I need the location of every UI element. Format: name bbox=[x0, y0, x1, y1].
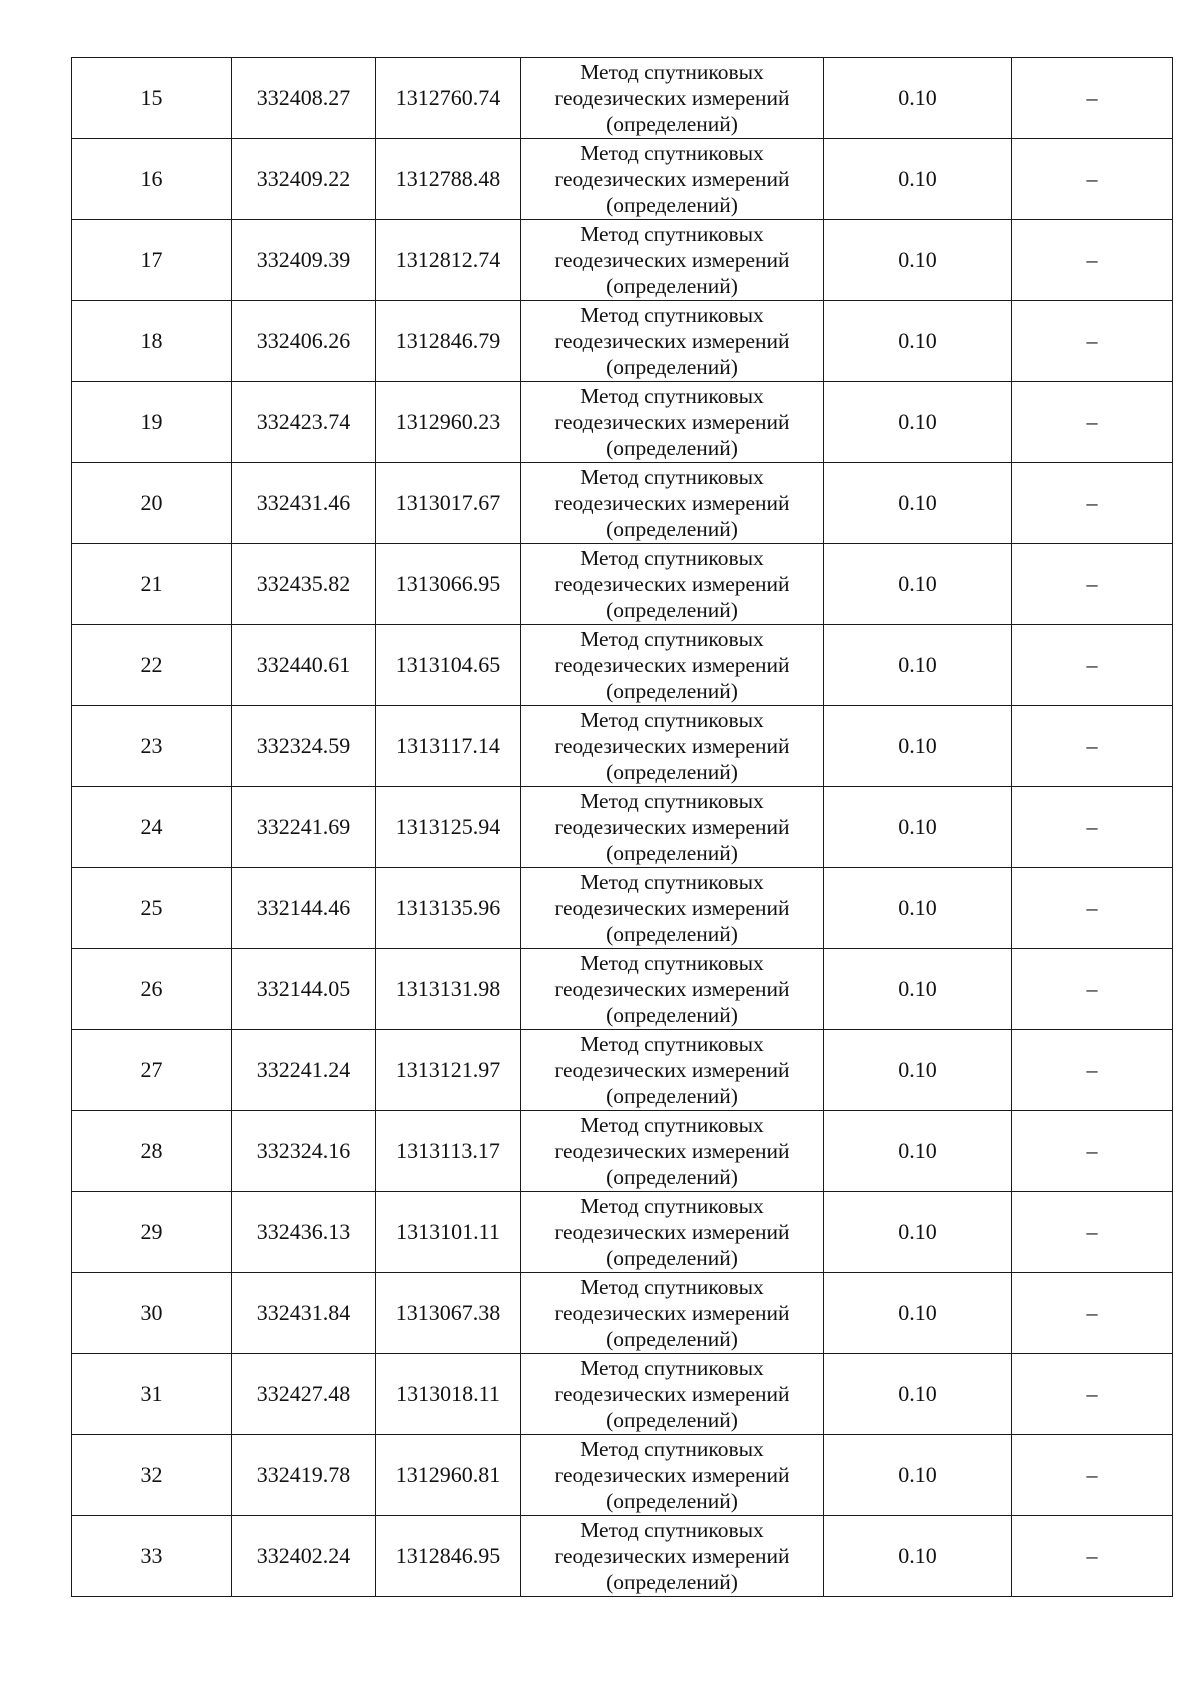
method-line-2: геодезических измерений bbox=[554, 1058, 790, 1082]
method-cell bbox=[521, 868, 824, 949]
method-line-3: (определений) bbox=[606, 1408, 738, 1432]
method-line-2: геодезических измерений bbox=[554, 329, 790, 353]
x-coordinate-cell: 332241.24 bbox=[232, 1030, 376, 1111]
y-coordinate-cell: 1313067.38 bbox=[376, 1273, 521, 1354]
method-cell bbox=[521, 1192, 824, 1273]
accuracy-cell: 0.10 bbox=[824, 949, 1012, 1030]
method-line-1: Метод спутниковых bbox=[580, 789, 764, 813]
method-line-3: (определений) bbox=[606, 1489, 738, 1513]
accuracy-cell: 0.10 bbox=[824, 382, 1012, 463]
accuracy-cell: 0.10 bbox=[824, 1516, 1012, 1597]
point-number-cell: 25 bbox=[72, 868, 232, 949]
method-cell bbox=[521, 949, 824, 1030]
method-line-1: Метод спутниковых bbox=[580, 1518, 764, 1542]
note-cell: – bbox=[1012, 868, 1173, 949]
accuracy-cell: 0.10 bbox=[824, 544, 1012, 625]
accuracy-cell: 0.10 bbox=[824, 301, 1012, 382]
method-cell bbox=[521, 58, 824, 139]
method-line-3: (определений) bbox=[606, 922, 738, 946]
note-cell: – bbox=[1012, 1354, 1173, 1435]
method-line-3: (определений) bbox=[606, 1084, 738, 1108]
method-cell bbox=[521, 544, 824, 625]
method-line-2: геодезических измерений bbox=[554, 653, 790, 677]
method-line-3: (определений) bbox=[606, 1246, 738, 1270]
accuracy-cell: 0.10 bbox=[824, 463, 1012, 544]
accuracy-cell: 0.10 bbox=[824, 58, 1012, 139]
method-cell bbox=[521, 1354, 824, 1435]
accuracy-cell: 0.10 bbox=[824, 868, 1012, 949]
method-cell bbox=[521, 463, 824, 544]
method-line-2: геодезических измерений bbox=[554, 1139, 790, 1163]
method-cell bbox=[521, 1030, 824, 1111]
method-line-2: геодезических измерений bbox=[554, 1220, 790, 1244]
coordinates-table-body bbox=[72, 58, 1173, 1597]
method-line-1: Метод спутниковых bbox=[580, 222, 764, 246]
y-coordinate-cell: 1313104.65 bbox=[376, 625, 521, 706]
method-line-2: геодезических измерений bbox=[554, 1382, 790, 1406]
y-coordinate-cell: 1312846.95 bbox=[376, 1516, 521, 1597]
method-cell bbox=[521, 625, 824, 706]
table-row bbox=[72, 868, 1173, 949]
method-line-2: геодезических измерений bbox=[554, 572, 790, 596]
method-line-1: Метод спутниковых bbox=[580, 627, 764, 651]
method-line-1: Метод спутниковых bbox=[580, 546, 764, 570]
y-coordinate-cell: 1313121.97 bbox=[376, 1030, 521, 1111]
method-line-1: Метод спутниковых bbox=[580, 303, 764, 327]
method-line-1: Метод спутниковых bbox=[580, 870, 764, 894]
point-number-cell: 32 bbox=[72, 1435, 232, 1516]
table-row bbox=[72, 463, 1173, 544]
method-cell bbox=[521, 382, 824, 463]
method-cell bbox=[521, 1516, 824, 1597]
method-line-1: Метод спутниковых bbox=[580, 141, 764, 165]
accuracy-cell: 0.10 bbox=[824, 1111, 1012, 1192]
note-cell: – bbox=[1012, 1435, 1173, 1516]
y-coordinate-cell: 1313131.98 bbox=[376, 949, 521, 1030]
table-row bbox=[72, 787, 1173, 868]
x-coordinate-cell: 332431.84 bbox=[232, 1273, 376, 1354]
table-row bbox=[72, 220, 1173, 301]
method-line-1: Метод спутниковых bbox=[580, 951, 764, 975]
point-number-cell: 15 bbox=[72, 58, 232, 139]
x-coordinate-cell: 332241.69 bbox=[232, 787, 376, 868]
y-coordinate-cell: 1312812.74 bbox=[376, 220, 521, 301]
method-line-1: Метод спутниковых bbox=[580, 1113, 764, 1137]
note-cell: – bbox=[1012, 787, 1173, 868]
table-row bbox=[72, 1273, 1173, 1354]
method-line-2: геодезических измерений bbox=[554, 1544, 790, 1568]
y-coordinate-cell: 1312960.81 bbox=[376, 1435, 521, 1516]
table-row bbox=[72, 1516, 1173, 1597]
method-line-1: Метод спутниковых bbox=[580, 1356, 764, 1380]
method-line-1: Метод спутниковых bbox=[580, 465, 764, 489]
accuracy-cell: 0.10 bbox=[824, 1273, 1012, 1354]
x-coordinate-cell: 332409.39 bbox=[232, 220, 376, 301]
y-coordinate-cell: 1312760.74 bbox=[376, 58, 521, 139]
table-row bbox=[72, 139, 1173, 220]
accuracy-cell: 0.10 bbox=[824, 625, 1012, 706]
method-line-3: (определений) bbox=[606, 274, 738, 298]
table-row bbox=[72, 1030, 1173, 1111]
x-coordinate-cell: 332436.13 bbox=[232, 1192, 376, 1273]
method-line-2: геодезических измерений bbox=[554, 86, 790, 110]
note-cell: – bbox=[1012, 1273, 1173, 1354]
y-coordinate-cell: 1313017.67 bbox=[376, 463, 521, 544]
point-number-cell: 18 bbox=[72, 301, 232, 382]
coordinates-table bbox=[71, 57, 1173, 1597]
y-coordinate-cell: 1313113.17 bbox=[376, 1111, 521, 1192]
method-line-3: (определений) bbox=[606, 598, 738, 622]
method-line-2: геодезических измерений bbox=[554, 410, 790, 434]
accuracy-cell: 0.10 bbox=[824, 220, 1012, 301]
x-coordinate-cell: 332435.82 bbox=[232, 544, 376, 625]
note-cell: – bbox=[1012, 949, 1173, 1030]
method-line-2: геодезических измерений bbox=[554, 1301, 790, 1325]
point-number-cell: 29 bbox=[72, 1192, 232, 1273]
note-cell: – bbox=[1012, 58, 1173, 139]
table-row bbox=[72, 1354, 1173, 1435]
y-coordinate-cell: 1313125.94 bbox=[376, 787, 521, 868]
y-coordinate-cell: 1313066.95 bbox=[376, 544, 521, 625]
method-cell bbox=[521, 139, 824, 220]
method-cell bbox=[521, 706, 824, 787]
table-row bbox=[72, 1192, 1173, 1273]
note-cell: – bbox=[1012, 382, 1173, 463]
point-number-cell: 16 bbox=[72, 139, 232, 220]
table-row bbox=[72, 382, 1173, 463]
method-cell bbox=[521, 1435, 824, 1516]
method-line-3: (определений) bbox=[606, 436, 738, 460]
y-coordinate-cell: 1312788.48 bbox=[376, 139, 521, 220]
method-line-1: Метод спутниковых bbox=[580, 1194, 764, 1218]
y-coordinate-cell: 1312846.79 bbox=[376, 301, 521, 382]
method-line-1: Метод спутниковых bbox=[580, 1032, 764, 1056]
accuracy-cell: 0.10 bbox=[824, 1435, 1012, 1516]
table-row bbox=[72, 1435, 1173, 1516]
table-row bbox=[72, 58, 1173, 139]
y-coordinate-cell: 1312960.23 bbox=[376, 382, 521, 463]
table-row bbox=[72, 544, 1173, 625]
note-cell: – bbox=[1012, 544, 1173, 625]
x-coordinate-cell: 332440.61 bbox=[232, 625, 376, 706]
note-cell: – bbox=[1012, 463, 1173, 544]
table-row bbox=[72, 949, 1173, 1030]
accuracy-cell: 0.10 bbox=[824, 1192, 1012, 1273]
method-line-1: Метод спутниковых bbox=[580, 1275, 764, 1299]
point-number-cell: 24 bbox=[72, 787, 232, 868]
method-line-3: (определений) bbox=[606, 679, 738, 703]
table-row bbox=[72, 706, 1173, 787]
x-coordinate-cell: 332431.46 bbox=[232, 463, 376, 544]
accuracy-cell: 0.10 bbox=[824, 706, 1012, 787]
point-number-cell: 17 bbox=[72, 220, 232, 301]
method-line-3: (определений) bbox=[606, 193, 738, 217]
method-line-3: (определений) bbox=[606, 1003, 738, 1027]
method-line-2: геодезических измерений bbox=[554, 977, 790, 1001]
point-number-cell: 22 bbox=[72, 625, 232, 706]
x-coordinate-cell: 332144.46 bbox=[232, 868, 376, 949]
point-number-cell: 23 bbox=[72, 706, 232, 787]
y-coordinate-cell: 1313101.11 bbox=[376, 1192, 521, 1273]
point-number-cell: 33 bbox=[72, 1516, 232, 1597]
x-coordinate-cell: 332144.05 bbox=[232, 949, 376, 1030]
note-cell: – bbox=[1012, 139, 1173, 220]
method-line-3: (определений) bbox=[606, 1570, 738, 1594]
x-coordinate-cell: 332427.48 bbox=[232, 1354, 376, 1435]
note-cell: – bbox=[1012, 301, 1173, 382]
method-line-3: (определений) bbox=[606, 760, 738, 784]
method-line-3: (определений) bbox=[606, 517, 738, 541]
method-cell bbox=[521, 1273, 824, 1354]
method-cell bbox=[521, 1111, 824, 1192]
point-number-cell: 27 bbox=[72, 1030, 232, 1111]
y-coordinate-cell: 1313135.96 bbox=[376, 868, 521, 949]
method-line-3: (определений) bbox=[606, 1165, 738, 1189]
x-coordinate-cell: 332402.24 bbox=[232, 1516, 376, 1597]
method-line-2: геодезических измерений bbox=[554, 896, 790, 920]
method-line-1: Метод спутниковых bbox=[580, 1437, 764, 1461]
x-coordinate-cell: 332408.27 bbox=[232, 58, 376, 139]
note-cell: – bbox=[1012, 706, 1173, 787]
method-line-2: геодезических измерений bbox=[554, 734, 790, 758]
note-cell: – bbox=[1012, 1111, 1173, 1192]
method-line-1: Метод спутниковых bbox=[580, 60, 764, 84]
point-number-cell: 26 bbox=[72, 949, 232, 1030]
point-number-cell: 31 bbox=[72, 1354, 232, 1435]
accuracy-cell: 0.10 bbox=[824, 1354, 1012, 1435]
method-line-1: Метод спутниковых bbox=[580, 708, 764, 732]
note-cell: – bbox=[1012, 1192, 1173, 1273]
method-line-2: геодезических измерений bbox=[554, 167, 790, 191]
note-cell: – bbox=[1012, 220, 1173, 301]
method-line-2: геодезических измерений bbox=[554, 1463, 790, 1487]
method-line-3: (определений) bbox=[606, 1327, 738, 1351]
point-number-cell: 19 bbox=[72, 382, 232, 463]
x-coordinate-cell: 332409.22 bbox=[232, 139, 376, 220]
method-cell bbox=[521, 220, 824, 301]
y-coordinate-cell: 1313018.11 bbox=[376, 1354, 521, 1435]
method-line-3: (определений) bbox=[606, 112, 738, 136]
method-cell bbox=[521, 301, 824, 382]
note-cell: – bbox=[1012, 1516, 1173, 1597]
note-cell: – bbox=[1012, 1030, 1173, 1111]
point-number-cell: 21 bbox=[72, 544, 232, 625]
table-row bbox=[72, 625, 1173, 706]
x-coordinate-cell: 332324.59 bbox=[232, 706, 376, 787]
y-coordinate-cell: 1313117.14 bbox=[376, 706, 521, 787]
method-line-1: Метод спутниковых bbox=[580, 384, 764, 408]
table-row bbox=[72, 1111, 1173, 1192]
x-coordinate-cell: 332324.16 bbox=[232, 1111, 376, 1192]
method-cell bbox=[521, 787, 824, 868]
method-line-3: (определений) bbox=[606, 841, 738, 865]
method-line-2: геодезических измерений bbox=[554, 815, 790, 839]
note-cell: – bbox=[1012, 625, 1173, 706]
method-line-2: геодезических измерений bbox=[554, 491, 790, 515]
method-line-2: геодезических измерений bbox=[554, 248, 790, 272]
point-number-cell: 30 bbox=[72, 1273, 232, 1354]
x-coordinate-cell: 332423.74 bbox=[232, 382, 376, 463]
point-number-cell: 28 bbox=[72, 1111, 232, 1192]
table-row bbox=[72, 301, 1173, 382]
accuracy-cell: 0.10 bbox=[824, 787, 1012, 868]
method-line-3: (определений) bbox=[606, 355, 738, 379]
point-number-cell: 20 bbox=[72, 463, 232, 544]
accuracy-cell: 0.10 bbox=[824, 139, 1012, 220]
x-coordinate-cell: 332406.26 bbox=[232, 301, 376, 382]
accuracy-cell: 0.10 bbox=[824, 1030, 1012, 1111]
x-coordinate-cell: 332419.78 bbox=[232, 1435, 376, 1516]
